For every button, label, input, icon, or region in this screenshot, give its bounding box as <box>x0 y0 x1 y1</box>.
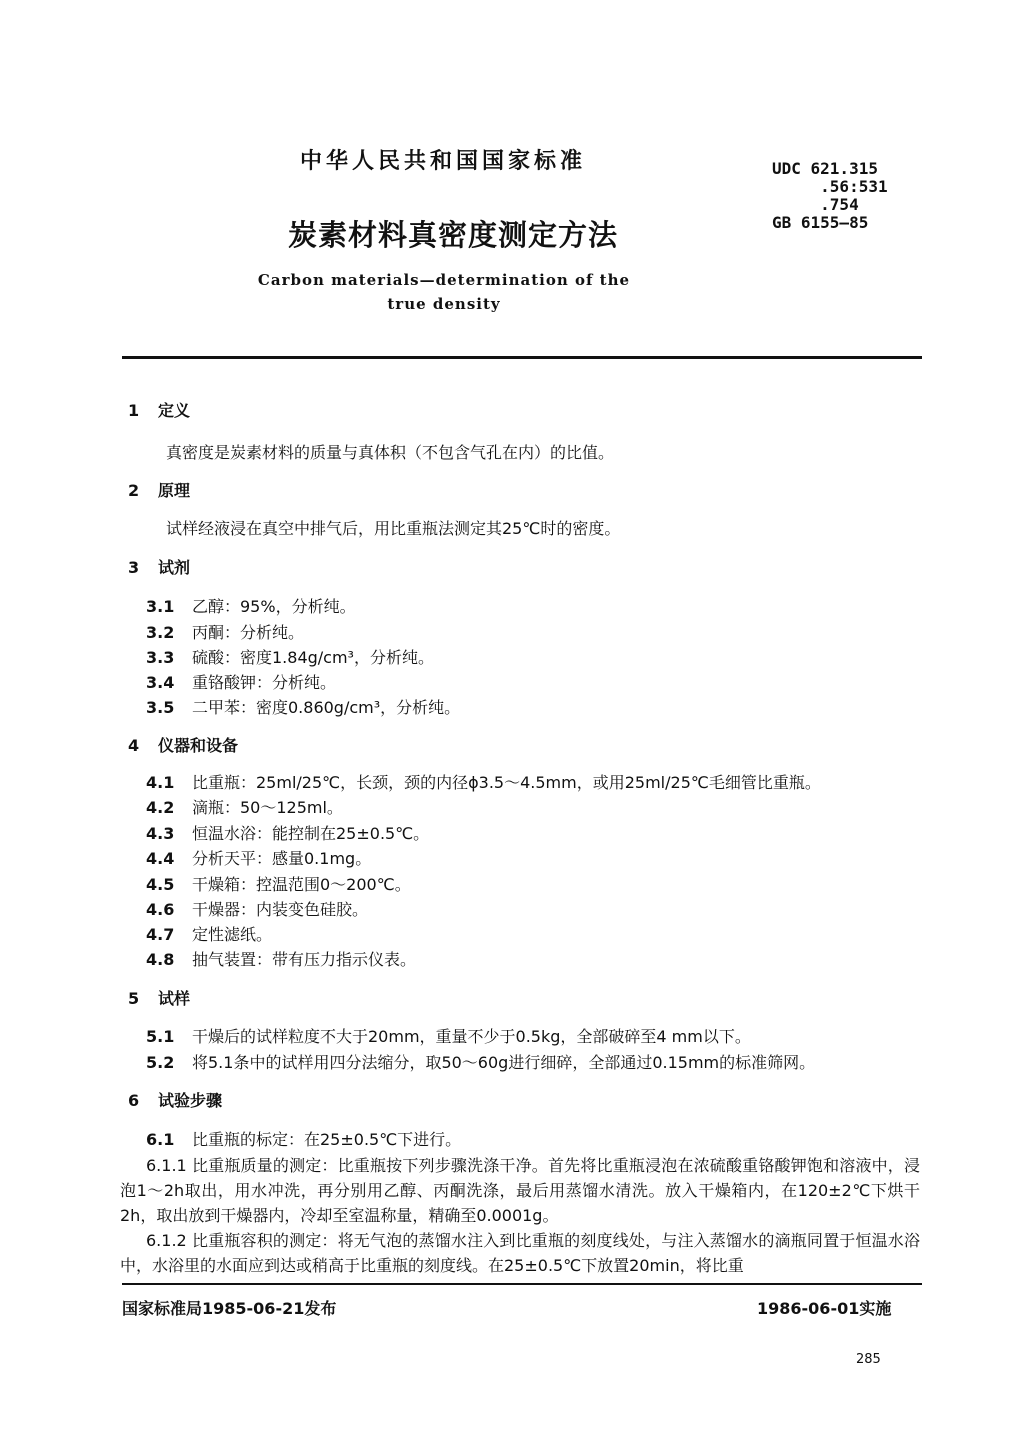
item-text: 恒温水浴：能控制在25±0.5℃。 <box>192 824 430 843</box>
item-number: 3.3 <box>146 648 175 667</box>
item-number: 6.1 <box>146 1130 175 1149</box>
item-text: 干燥箱：控温范围0～200℃。 <box>192 875 411 894</box>
item-text: 将5.1条中的试样用四分法缩分，取50～60g进行细碎，全部通过0.15mm的标准筛网。 <box>192 1053 816 1072</box>
item-number: 4.8 <box>146 950 175 969</box>
list-item <box>146 897 368 920</box>
page-number: 285 <box>856 1352 881 1367</box>
section-6-heading <box>128 1088 222 1111</box>
item-number: 3.4 <box>146 673 175 692</box>
item-number: 4.2 <box>146 798 175 817</box>
section-number: 2 <box>128 481 140 500</box>
item-text: 丙酮：分析纯。 <box>192 623 305 642</box>
item-text: 分析天平：感量0.1mg。 <box>192 849 372 868</box>
item-text: 干燥器：内装变色硅胶。 <box>192 900 369 919</box>
issue-date: 国家标准局1985-06-21发布 <box>122 1299 337 1318</box>
list-item <box>146 1127 461 1150</box>
item-text: 乙醇：95%，分析纯。 <box>192 597 356 616</box>
section-title: 试验步骤 <box>158 1091 223 1110</box>
item-number: 3.2 <box>146 623 175 642</box>
list-item <box>146 795 343 818</box>
title-en-line1: Carbon materials—determination of the <box>257 271 631 289</box>
section-number: 6 <box>128 1091 140 1110</box>
list-item <box>146 846 371 869</box>
title-en-line2: true density <box>387 295 501 313</box>
list-item <box>146 770 821 793</box>
section-number: 1 <box>128 401 140 420</box>
item-number: 4.4 <box>146 849 175 868</box>
udc-code-line1: UDC 621.315 <box>772 159 878 178</box>
item-number: 3.1 <box>146 597 175 616</box>
section-2-heading <box>128 478 190 501</box>
list-item <box>146 695 460 718</box>
item-text: 比重瓶的标定：在25±0.5℃下进行。 <box>192 1130 462 1149</box>
paragraph-6-1-2: 6.1.2 比重瓶容积的测定：将无气泡的蒸馏水注入到比重瓶的刻度线处，与注入蒸馏水的滴瓶同置于恒温水浴中，水浴里的水面应到达或稍高于比重瓶的刻度线。在25±0.5℃下放置20min，将比重 <box>120 1231 920 1275</box>
classification-codes <box>772 160 888 232</box>
item-number: 4.3 <box>146 824 175 843</box>
national-standard-title: 中华人民共和国国家标准 <box>300 149 587 174</box>
item-text: 定性滤纸。 <box>192 925 273 944</box>
section-number: 3 <box>128 558 140 577</box>
section-number: 4 <box>128 736 140 755</box>
list-item <box>146 1024 751 1047</box>
document-title-en <box>190 268 698 316</box>
section-title: 试剂 <box>158 558 191 577</box>
list-item <box>146 620 304 643</box>
document-title-zh: 炭素材料真密度测定方法 <box>288 218 619 252</box>
item-number: 3.5 <box>146 698 175 717</box>
effective-date: 1986-06-01实施 <box>757 1299 892 1318</box>
section-title: 原理 <box>158 481 191 500</box>
section-title: 试样 <box>158 989 191 1008</box>
list-item <box>146 1050 815 1073</box>
item-text: 比重瓶：25ml/25℃，长颈，颈的内径ϕ3.5～4.5mm，或用25ml/25℃毛细管比重瓶。 <box>192 773 821 792</box>
item-number: 4.7 <box>146 925 175 944</box>
item-number: 5.2 <box>146 1053 175 1072</box>
list-item <box>146 947 416 970</box>
item-text: 抽气装置：带有压力指示仪表。 <box>192 950 417 969</box>
section-1-heading <box>128 398 190 421</box>
section-5-heading <box>128 986 190 1009</box>
udc-code-line3: .754 <box>772 195 859 214</box>
item-number: 4.1 <box>146 773 175 792</box>
footer-divider <box>122 1283 922 1285</box>
list-item <box>146 821 429 844</box>
list-item <box>146 872 411 895</box>
item-text: 干燥后的试样粒度不大于20mm，重量不少于0.5kg，全部破碎至4 mm以下。 <box>192 1027 751 1046</box>
udc-code-line2: .56:531 <box>772 177 888 196</box>
list-item <box>146 645 434 668</box>
section-title: 仪器和设备 <box>158 736 239 755</box>
paragraph-6-1-1: 6.1.1 比重瓶质量的测定：比重瓶按下列步骤洗涤干净。首先将比重瓶浸泡在浓硫酸重铬酸钾饱和溶液中，浸泡1～2h取出，用水冲洗，再分别用乙醇、丙酮洗涤，最后用蒸馏水清洗。放入干燥箱内，在120±2℃下烘干2h，取出放到干燥器内，冷却至室温称量，精确至0.0001g。 <box>120 1156 920 1225</box>
item-number: 5.1 <box>146 1027 175 1046</box>
section-2-text: 试样经液浸在真空中排气后，用比重瓶法测定其25℃时的密度。 <box>166 519 621 538</box>
item-number: 4.6 <box>146 900 175 919</box>
header-divider <box>122 356 922 359</box>
section-title: 定义 <box>158 401 191 420</box>
list-item <box>146 670 336 693</box>
section-number: 5 <box>128 989 140 1008</box>
item-number: 4.5 <box>146 875 175 894</box>
section-4-heading <box>128 733 238 756</box>
item-text: 滴瓶：50～125ml。 <box>192 798 343 817</box>
list-item <box>146 922 272 945</box>
section-1-text: 真密度是炭素材料的质量与真体积（不包含气孔在内）的比值。 <box>166 443 615 462</box>
section-3-heading <box>128 555 190 578</box>
item-text: 重铬酸钾：分析纯。 <box>192 673 337 692</box>
item-text: 硫酸：密度1.84g/cm³，分析纯。 <box>192 648 434 667</box>
item-text: 二甲苯：密度0.860g/cm³，分析纯。 <box>192 698 461 717</box>
gb-code: GB 6155—85 <box>772 213 869 232</box>
list-item <box>146 594 356 617</box>
